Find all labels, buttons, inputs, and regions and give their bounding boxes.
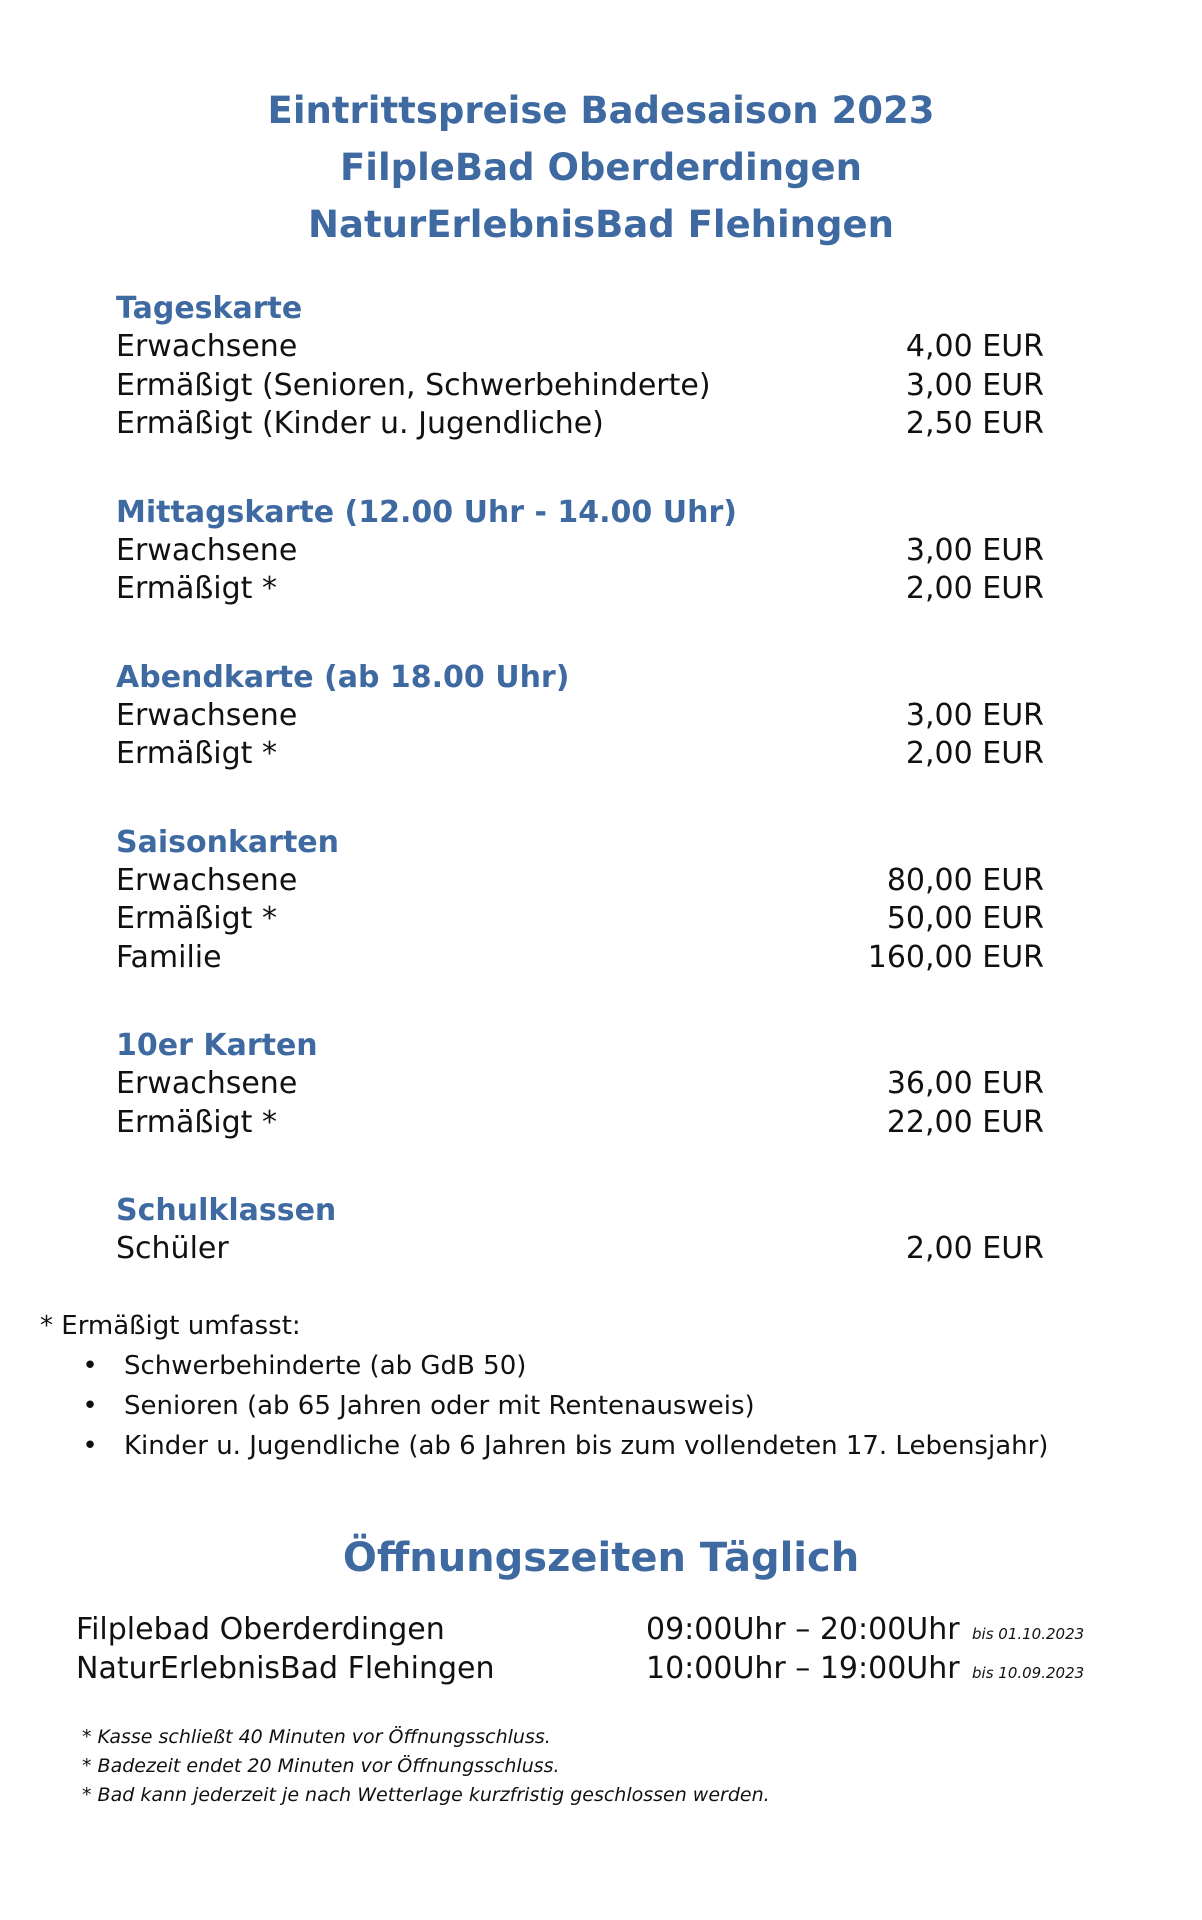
price-label: Erwachsene bbox=[116, 329, 298, 364]
opening-time: 10:00Uhr – 19:00Uhr bbox=[646, 1651, 960, 1686]
section-zehnerkarten bbox=[116, 1027, 1044, 1142]
list-item bbox=[80, 1346, 1160, 1386]
price-label: Ermäßigt * bbox=[116, 571, 277, 606]
venue-name: Filplebad Oberderdingen bbox=[76, 1612, 445, 1647]
title-line-3: NaturErlebnisBad Flehingen bbox=[308, 203, 894, 246]
section-schulklassen bbox=[116, 1192, 1044, 1269]
list-item-text: Kinder u. Jugendliche (ab 6 Jahren bis zum vollendeten 17. Lebensjahr) bbox=[124, 1431, 1049, 1461]
price-label: Erwachsene bbox=[116, 532, 298, 568]
title-line-2: FilpleBad Oberderdingen bbox=[340, 146, 862, 189]
section-heading: Tageskarte bbox=[116, 291, 303, 326]
price-label: Erwachsene bbox=[116, 1066, 298, 1101]
price-row bbox=[116, 532, 1044, 571]
price-label: Erwachsene bbox=[116, 862, 298, 898]
section-heading: Abendkarte (ab 18.00 Uhr) bbox=[116, 659, 570, 695]
discount-footnote bbox=[40, 1306, 1160, 1466]
hours-row bbox=[76, 1649, 1136, 1688]
price-row bbox=[116, 939, 1044, 978]
price-row bbox=[116, 862, 1044, 901]
section-heading: Saisonkarten bbox=[116, 824, 339, 860]
price-row bbox=[116, 900, 1044, 939]
price-row bbox=[116, 405, 1044, 444]
page-title bbox=[0, 82, 1202, 253]
opening-time: 09:00Uhr – 20:00Uhr bbox=[646, 1612, 960, 1647]
price-value: 3,00 EUR bbox=[905, 532, 1044, 568]
note-line: * Badezeit endet 20 Minuten vor Öffnungsschluss. bbox=[82, 1755, 560, 1777]
opening-hours bbox=[76, 1610, 1136, 1688]
price-value: 2,00 EUR bbox=[905, 571, 1044, 606]
bullet-icon: • bbox=[82, 1431, 98, 1461]
price-row bbox=[116, 1230, 1044, 1269]
price-value: 22,00 EUR bbox=[886, 1104, 1044, 1140]
price-value: 50,00 EUR bbox=[886, 901, 1044, 936]
footnote-list bbox=[40, 1346, 1160, 1466]
price-value: 36,00 EUR bbox=[886, 1066, 1044, 1101]
price-label: Ermäßigt (Kinder u. Jugendliche) bbox=[116, 406, 604, 441]
price-row bbox=[116, 1104, 1044, 1143]
price-value: 80,00 EUR bbox=[886, 862, 1044, 898]
season-end: bis 10.09.2023 bbox=[972, 1664, 1085, 1682]
section-mittagskarte bbox=[116, 494, 1044, 609]
price-row bbox=[116, 367, 1044, 406]
section-heading: Mittagskarte (12.00 Uhr - 14.00 Uhr) bbox=[116, 494, 737, 530]
price-value: 2,00 EUR bbox=[905, 1231, 1044, 1266]
note-line: * Kasse schließt 40 Minuten vor Öffnungsschluss. bbox=[82, 1726, 551, 1748]
price-row bbox=[116, 328, 1044, 367]
hours-row bbox=[76, 1610, 1136, 1649]
price-label: Ermäßigt * bbox=[116, 736, 277, 771]
price-label: Erwachsene bbox=[116, 697, 298, 733]
price-label: Ermäßigt * bbox=[116, 901, 277, 936]
bullet-icon: • bbox=[82, 1391, 98, 1421]
list-item-text: Senioren (ab 65 Jahren oder mit Rentenausweis) bbox=[124, 1391, 755, 1421]
price-list bbox=[116, 290, 1044, 1319]
title-line-1: Eintrittspreise Badesaison 2023 bbox=[267, 89, 935, 132]
section-abendkarte bbox=[116, 659, 1044, 774]
price-value: 2,00 EUR bbox=[905, 736, 1044, 771]
list-item bbox=[80, 1426, 1160, 1466]
section-heading: Schulklassen bbox=[116, 1193, 337, 1228]
price-value: 2,50 EUR bbox=[905, 406, 1044, 441]
price-value: 160,00 EUR bbox=[867, 939, 1044, 975]
bullet-icon: • bbox=[82, 1351, 98, 1381]
price-value: 3,00 EUR bbox=[905, 367, 1044, 403]
hours-heading: Öffnungszeiten Täglich bbox=[342, 1535, 860, 1581]
list-item-text: Schwerbehinderte (ab GdB 50) bbox=[124, 1351, 527, 1381]
price-row bbox=[116, 697, 1044, 736]
closing-notes bbox=[82, 1723, 1082, 1810]
venue-name: NaturErlebnisBad Flehingen bbox=[76, 1651, 495, 1686]
price-row bbox=[116, 735, 1044, 774]
season-end: bis 01.10.2023 bbox=[972, 1625, 1085, 1643]
section-saisonkarten bbox=[116, 824, 1044, 978]
section-heading: 10er Karten bbox=[116, 1028, 318, 1063]
price-label: Ermäßigt (Senioren, Schwerbehinderte) bbox=[116, 367, 711, 403]
note-line: * Bad kann jederzeit je nach Wetterlage kurzfristig geschlossen werden. bbox=[82, 1784, 770, 1806]
footnote-intro: * Ermäßigt umfasst: bbox=[40, 1311, 301, 1341]
price-label: Schüler bbox=[116, 1231, 229, 1266]
price-row bbox=[116, 570, 1044, 609]
price-row bbox=[116, 1065, 1044, 1104]
price-label: Familie bbox=[116, 939, 222, 975]
list-item bbox=[80, 1386, 1160, 1426]
price-value: 3,00 EUR bbox=[905, 697, 1044, 733]
price-value: 4,00 EUR bbox=[905, 329, 1044, 364]
section-tageskarte bbox=[116, 290, 1044, 444]
price-label: Ermäßigt * bbox=[116, 1104, 277, 1140]
